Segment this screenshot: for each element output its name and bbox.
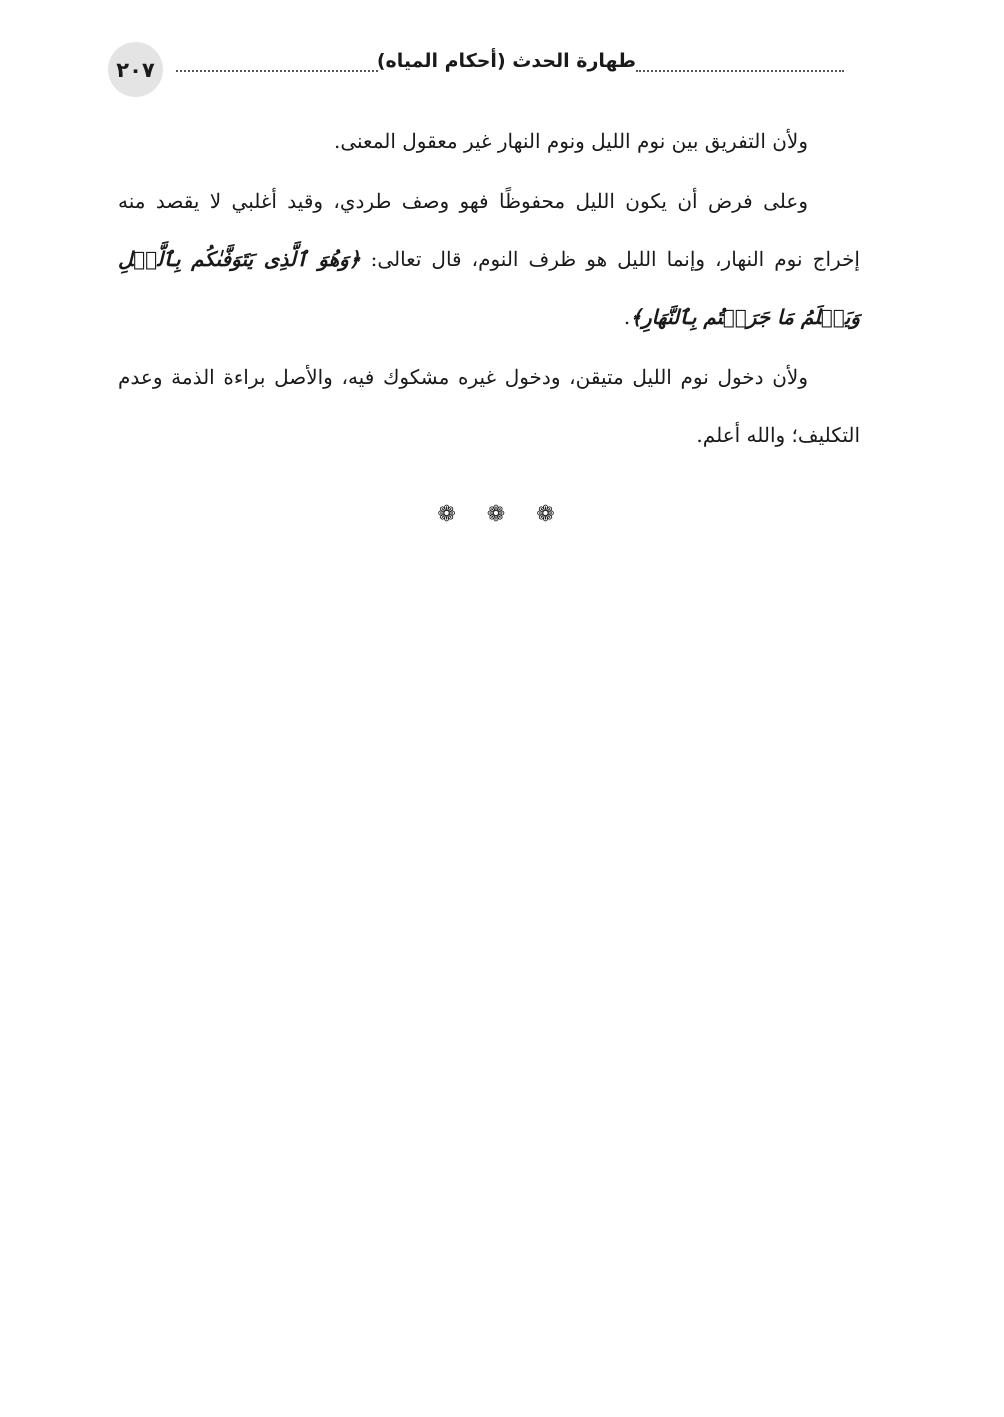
- paragraph-1: ولأن التفريق بين نوم الليل ونوم النهار غير معقول المعنى.: [333, 129, 808, 153]
- quran-verse: ﴿وَهُوَ ٱلَّذِى يَتَوَفَّىٰكُم بِٱلَّيۡلِ وَيَعۡلَمُ مَا جَرَحۡتُم بِٱلنَّهَارِ﴾: [118, 247, 860, 329]
- page-body: [118, 112, 860, 466]
- header-dotted-rule-right: [636, 70, 844, 72]
- paragraph-3: ولأن دخول نوم الليل متيقن، ودخول غيره مشكوك فيه، والأصل براءة الذمة وعدم التكليف؛ والله أعلم.: [118, 365, 860, 447]
- page-header: [108, 40, 844, 98]
- running-title: طهارة الحدث (أحكام المياه): [376, 50, 636, 72]
- paragraph-2: [118, 172, 860, 346]
- section-separator-flowers-icon: ❁ ❁ ❁: [437, 502, 567, 527]
- paragraph-2-intro: وعلى فرض أن يكون الليل محفوظًا فهو وصف طردي، وقيد أغلبي لا يقصد منه إخراج نوم النهار، وإنما الليل هو ظرف النوم، قال تعالى:: [118, 189, 860, 271]
- header-dotted-rule-left: [176, 70, 378, 72]
- paragraph-2-end: .: [623, 305, 631, 329]
- page-number: ٢٠٧: [108, 42, 163, 97]
